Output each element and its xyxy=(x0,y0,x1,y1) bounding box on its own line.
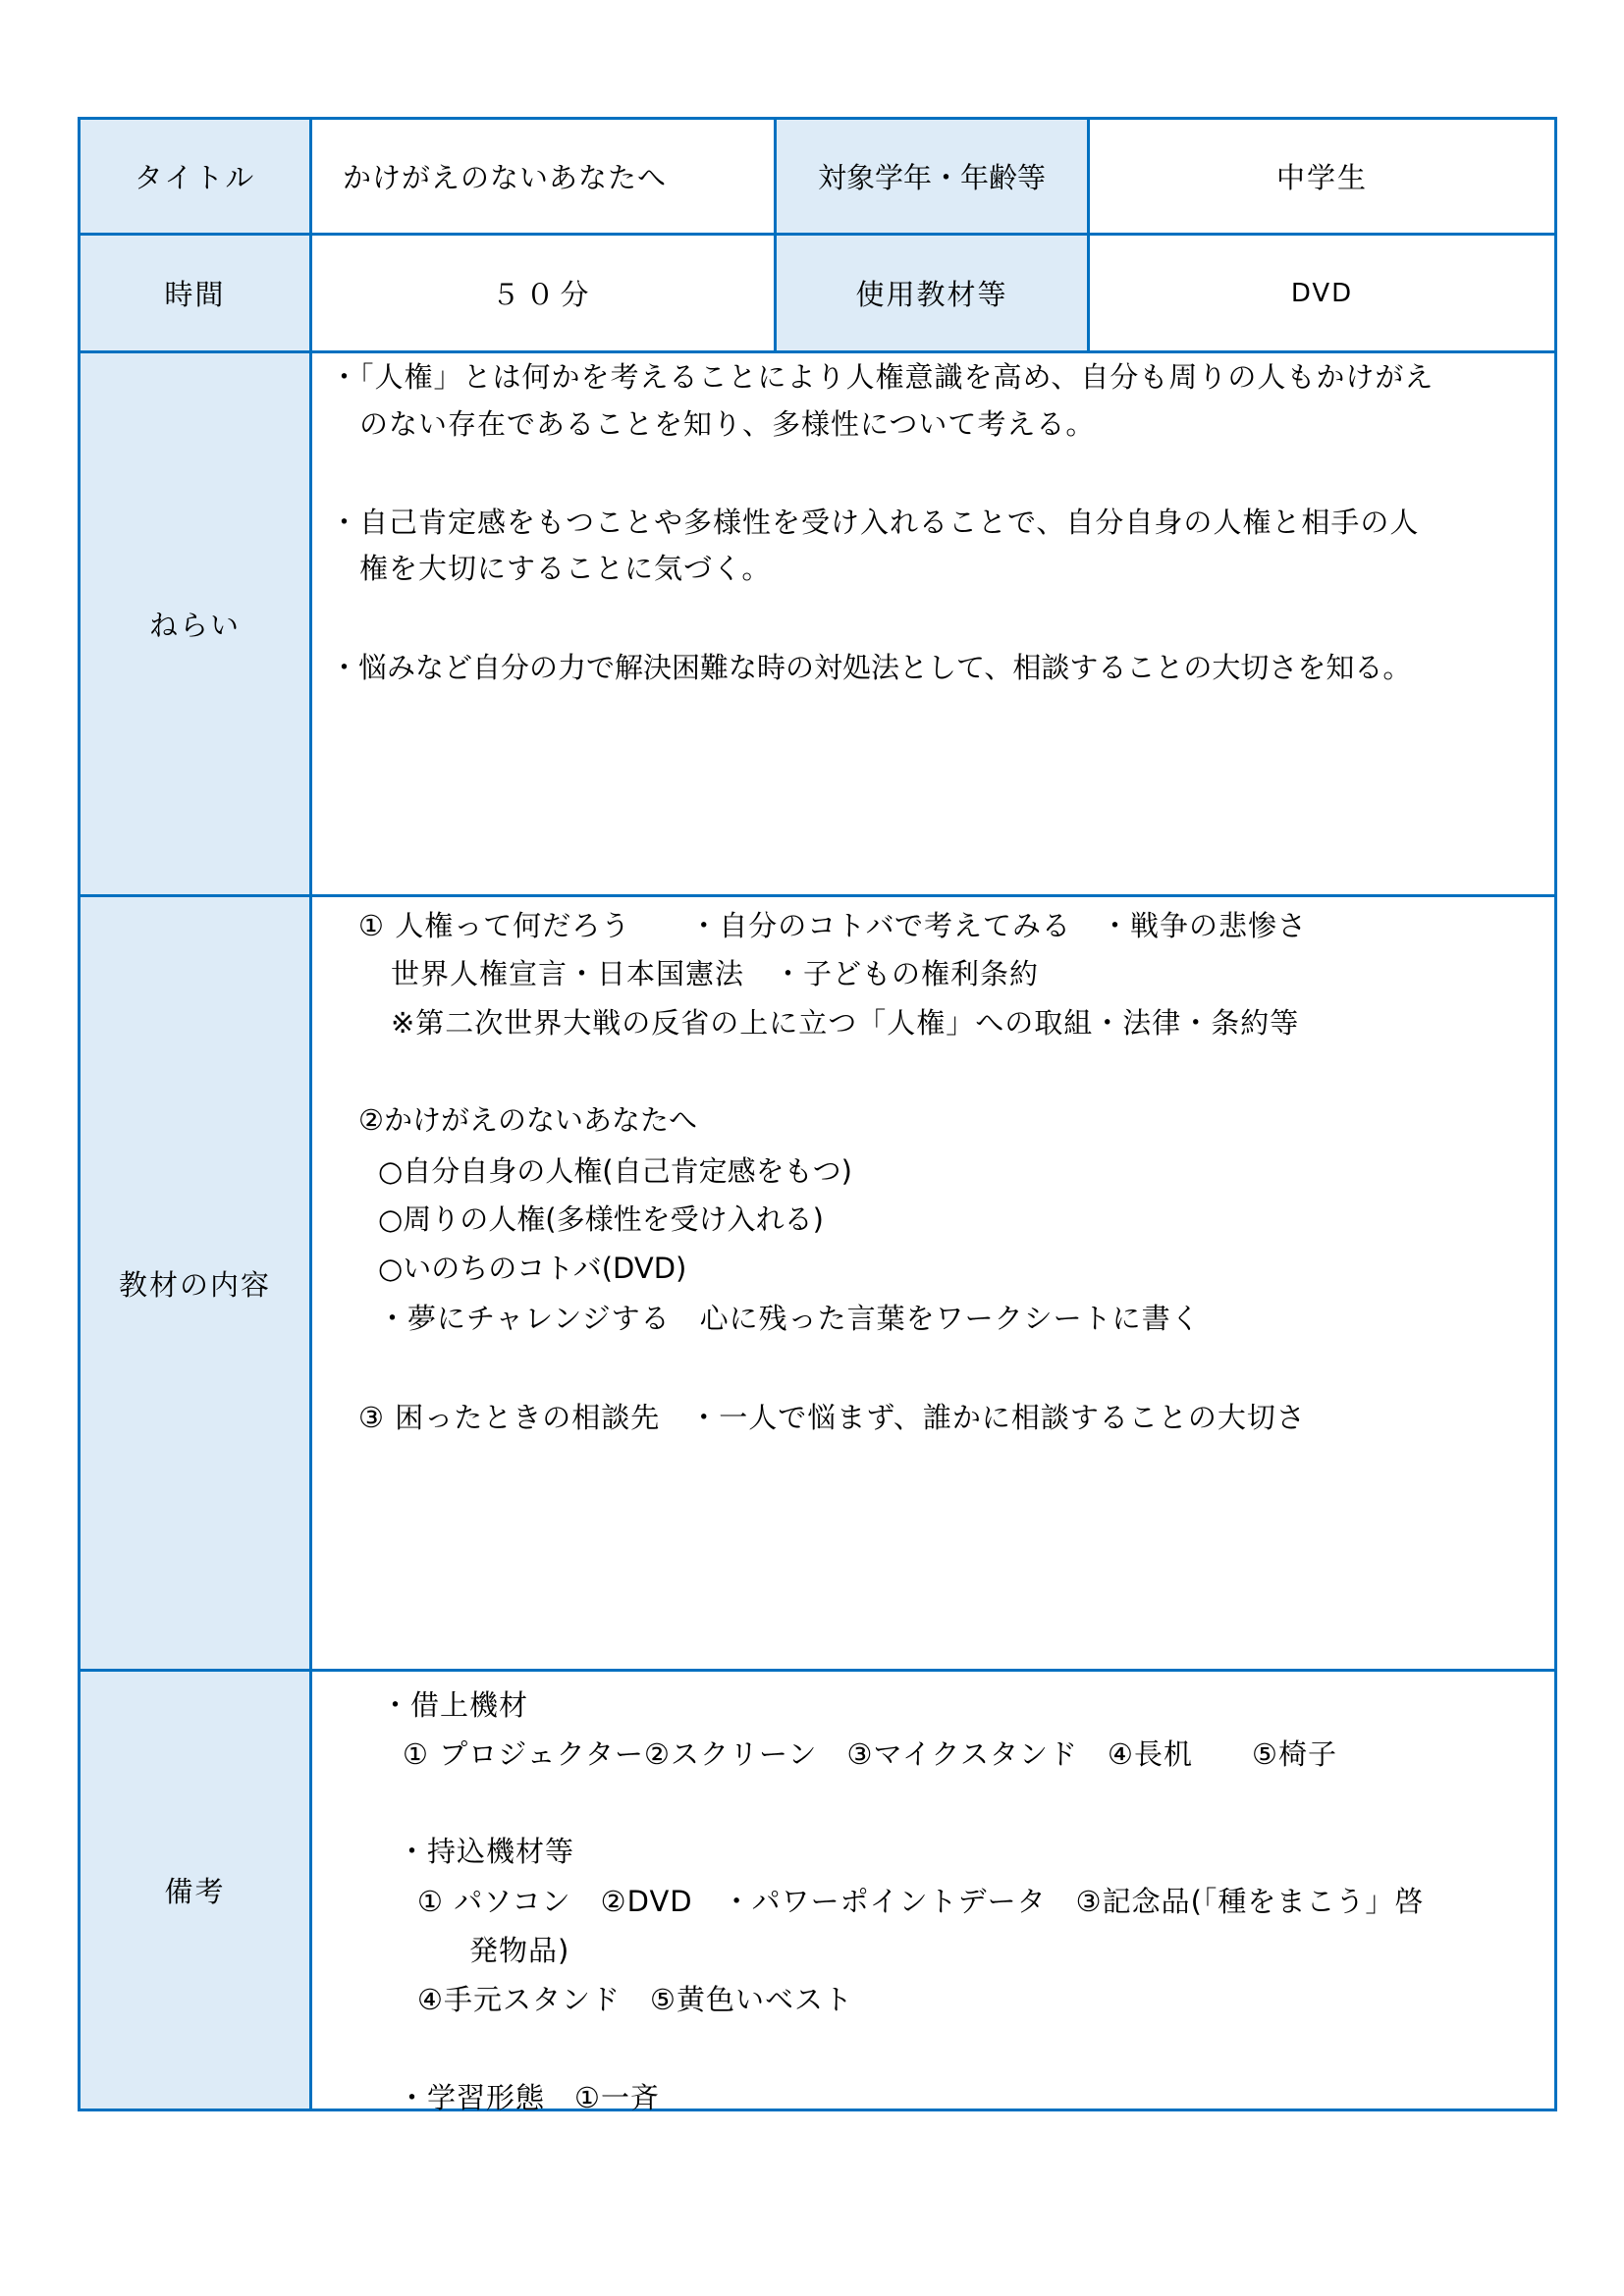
notes-line: ① プロジェクター②スクリーン ③マイクスタンド ④長机 ⑤椅子 xyxy=(403,1737,1338,1771)
aims-line: 権を大切にすることに気づく。 xyxy=(330,552,772,585)
notes-line: ① パソコン ②DVD ・パワーポイントデータ ③記念品(「種をまこう」啓 xyxy=(417,1885,1425,1918)
lesson-plan-table xyxy=(78,117,1557,2114)
notes-line: ④手元スタンド ⑤黄色いベスト xyxy=(417,1983,853,2016)
notes-line: ・借上機材 xyxy=(381,1688,529,1722)
notes-line: ・持込機材等 xyxy=(398,1835,575,1868)
notes-line: ・学習形態 ①一斉 xyxy=(398,2081,660,2114)
notes-label: 備考 xyxy=(164,1875,226,1908)
content-line: ① 人権って何だろう ・自分のコトバで考えてみる ・戦争の悲惨さ xyxy=(358,909,1308,942)
title-label: タイトル xyxy=(134,161,256,194)
time-value: ５０分 xyxy=(491,278,595,311)
notes-line: 発物品) xyxy=(469,1934,570,1967)
content-line: ・夢にチャレンジする 心に残った言葉をワークシートに書く xyxy=(378,1302,1201,1335)
content-line: ○いのちのコトバ(DVD) xyxy=(378,1252,687,1285)
aims-label: ねらい xyxy=(148,609,241,642)
target-label: 対象学年・年齢等 xyxy=(817,161,1046,194)
content-label: 教材の内容 xyxy=(118,1267,271,1302)
content-line: 世界人権宣言・日本国憲法 ・子どもの権利条約 xyxy=(391,957,1040,990)
target-value: 中学生 xyxy=(1275,161,1368,194)
time-label: 時間 xyxy=(164,278,226,311)
content-line: ○自分自身の人権(自己肯定感をもつ) xyxy=(378,1154,852,1188)
title-value: かけがえのないあなたへ xyxy=(343,161,668,194)
materials-label: 使用教材等 xyxy=(855,278,1008,311)
content-line: ※第二次世界大戦の反省の上に立つ「人権」への取組・法律・条約等 xyxy=(391,1006,1300,1040)
aims-line: ・「人権」とは何かを考えることにより人権意識を高め、自分も周りの人もかけがえ xyxy=(330,360,1435,394)
content-line: ②かけがえのないあなたへ xyxy=(358,1103,697,1137)
materials-value: DVD xyxy=(1290,278,1354,308)
aims-line: ・自己肯定感をもつことや多様性を受け入れることで、自分自身の人権と相手の人 xyxy=(330,506,1420,539)
aims-line: のない存在であることを知り、多様性について考える。 xyxy=(330,407,1096,441)
grid-line xyxy=(309,120,312,2109)
aims-line: ・悩みなど自分の力で解決困難な時の対処法として、相談することの大切さを知る。 xyxy=(330,651,1412,684)
content-line: ○周りの人権(多様性を受け入れる) xyxy=(378,1202,824,1236)
content-line: ③ 困ったときの相談先 ・一人で悩まず、誰かに相談することの大切さ xyxy=(358,1401,1306,1434)
